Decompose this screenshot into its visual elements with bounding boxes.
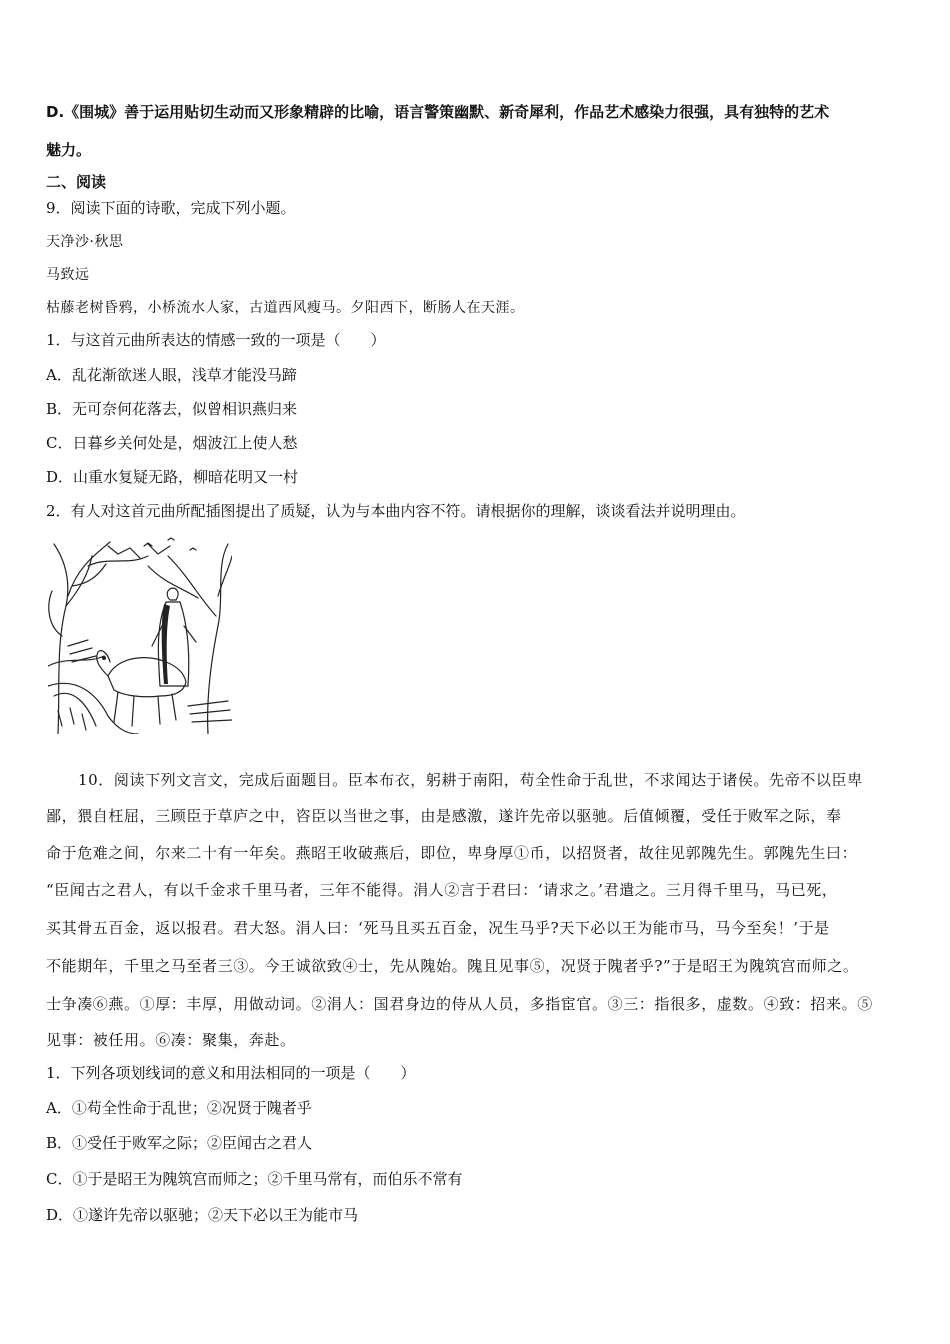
q10-passage-line-5: 买其骨五百金，返以报君。君大怒。涓人曰：‘死马且买五百金，况生马乎?天下必以王为能市马，马今至矣！’于是 [46,919,830,937]
q9-sub1-question: 1．与这首元曲所表达的情感一致的一项是（ ） [46,331,386,349]
q10-sub1-option-c: C．①于是昭王为隗筑宫而师之；②千里马常有，而伯乐不常有 [46,1170,463,1188]
q10-sub1-option-b: B．①受任于败军之际；②臣闻古之君人 [46,1134,313,1152]
section-heading-reading: 二、阅读 [46,173,107,191]
option-d-line-2: 魅力。 [46,141,92,159]
q10-passage-line-4: “臣闻古之君人，有以千金求千里马者，三年不能得。涓人②言于君曰：‘请求之。’君遣之。三月得千里马，马已死， [46,881,838,899]
q10-passage-line-2: 鄙，猥自枉屈，三顾臣于草庐之中，咨臣以当世之事，由是感激，遂许先帝以驱驰。后值倾覆，受任于败军之际，奉 [46,807,842,825]
q10-passage-line-8: 见事：被任用。⑥凑：聚集，奔赴。 [46,1031,296,1049]
poem-title: 天净沙·秋思 [46,234,124,250]
q10-passage-line-6: 不能期年，千里之马至者三③。今王诚欲致④士，先从隗始。隗且见事⑤，况贤于隗者乎?”于是昭王为隗筑宫而师之。 [46,957,859,975]
q10-sub1-option-a: A．①苟全性命于乱世；②况贤于隗者乎 [46,1099,312,1117]
q10-passage-line-3: 命于危难之间，尔来二十有一年矣。燕昭王收破燕后，即位，卑身厚①币，以招贤者，故往见郭隗先生。郭隗先生曰： [46,844,858,862]
q10-passage-line-7: 士争凑⑥燕。①厚：丰厚，用做动词。②涓人：国君身边的侍从人员，多指宦官。③三：指很多，虚数。④致：招来。⑤ [46,995,873,1013]
poem-illustration [48,536,232,734]
q10-passage-line-1: 10．阅读下列文言文，完成后面题目。臣本布衣，躬耕于南阳，苟全性命于乱世，不求闻达于诸侯。先帝不以臣卑 [78,771,863,789]
q9-sub2-question: 2．有人对这首元曲所配插图提出了质疑，认为与本曲内容不符。请根据你的理解，谈谈看法并说明理由。 [46,502,746,520]
poem-author: 马致远 [46,267,90,283]
q9-sub1-option-b: B．无可奈何花落去，似曾相识燕归来 [46,400,298,418]
q10-sub1-question: 1．下列各项划线词的意义和用法相同的一项是（ ） [46,1064,416,1082]
option-d-line-1: D.《围城》善于运用贴切生动而又形象精辟的比喻，语言警策幽默、新奇犀利，作品艺术感染力很强，具有独特的艺术 [46,103,830,121]
q10-sub1-option-d: D．①遂许先帝以驱驰；②天下必以王为能市马 [46,1206,359,1224]
poem-text: 枯藤老树昏鸦，小桥流水人家，古道西风瘦马。夕阳西下，断肠人在天涯。 [46,300,525,316]
q9-prompt: 9．阅读下面的诗歌，完成下列小题。 [46,199,296,217]
q9-sub1-option-c: C．日暮乡关何处是，烟波江上使人愁 [46,434,298,452]
q9-sub1-option-a: A．乱花渐欲迷人眼，浅草才能没马蹄 [46,366,297,384]
q9-sub1-option-d: D．山重水复疑无路，柳暗花明又一村 [46,468,299,486]
